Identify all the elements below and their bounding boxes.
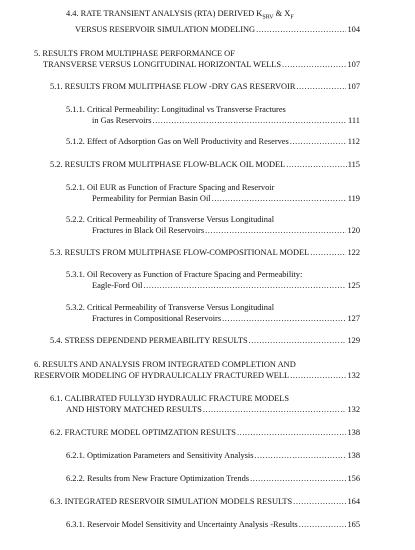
toc-entry-title: 6.2.1. Optimization Parameters and Sensitivity Analysis <box>66 451 254 460</box>
toc-entry-6-2 <box>50 427 360 438</box>
toc-subscript-f: F <box>290 14 294 21</box>
toc-leader-dots <box>249 335 347 346</box>
toc-entry-5-3-2 <box>66 302 360 324</box>
toc-page-number: 132 <box>347 405 360 414</box>
toc-leader-dots <box>296 81 346 92</box>
toc-leader-dots <box>212 193 347 204</box>
toc-leader-dots <box>205 225 346 236</box>
toc-entry-title: 6.3. INTEGRATED RESERVOIR SIMULATION MODELS RESULTS <box>50 497 293 506</box>
toc-leader-dots <box>153 115 348 126</box>
toc-page-number: 120 <box>347 226 360 235</box>
toc-leader-dots <box>203 404 347 415</box>
toc-entry-title-cont: Fractures in Black Oil Reservoirs <box>92 226 205 235</box>
toc-page-number: 156 <box>347 474 360 483</box>
toc-entry-title: 6.3.1. Reservoir Model Sensitivity and Uncertainty Analysis -Results <box>66 520 298 529</box>
toc-page-number: 129 <box>347 336 360 345</box>
toc-entry-5-1-2 <box>66 136 360 147</box>
toc-page-number: 107 <box>347 82 360 91</box>
toc-entry-title: 6. RESULTS AND ANALYSIS FROM INTEGRATED COMPLETION AND <box>34 360 296 369</box>
toc-entry-title: 5.2. RESULTS FROM MULITPHASE FLOW-BLACK OIL MODEL <box>50 160 286 169</box>
toc-page-number: 164 <box>347 497 360 506</box>
toc-entry-title: 5.2.2. Critical Permeability of Transverse Versus Longitudinal <box>66 215 275 224</box>
toc-entry-title-cont: RESERVOIR MODELING OF HYDRAULICALLY FRACTURED WELL <box>34 371 290 380</box>
toc-leader-dots <box>299 519 347 530</box>
toc-entry-title: 6.1. CALIBRATED FULLY3D HYDRAULIC FRACTURE MODELS <box>50 394 290 403</box>
toc-leader-dots <box>250 473 346 484</box>
toc-leader-dots <box>237 427 346 438</box>
toc-leader-dots <box>310 247 346 258</box>
toc-entry-5 <box>34 48 360 70</box>
toc-page-number: 115 <box>347 160 360 169</box>
toc-page-number: 112 <box>347 137 360 146</box>
toc-entry-title: 6.2.2. Results from New Fracture Optimization Trends <box>66 474 250 483</box>
toc-page-number: 127 <box>347 314 360 323</box>
toc-page-number: 138 <box>347 451 360 460</box>
toc-entry-title-cont: Eagle-Ford Oil <box>92 281 143 290</box>
toc-entry-5-1 <box>50 81 360 92</box>
toc-page-number: 125 <box>347 281 360 290</box>
toc-entry-title-cont: VERSUS RESERVOIR SIMULATION MODELING <box>75 24 256 34</box>
toc-leader-dots <box>286 159 346 170</box>
toc-entry-title: 5.4. STRESS DEPENDEND PERMEABILITY RESULTS <box>50 336 248 345</box>
toc-entry-6-3-1 <box>66 519 360 530</box>
toc-leader-dots <box>256 24 346 35</box>
toc-page-number: 138 <box>347 428 360 437</box>
toc-entry-title-cont: Permeability for Permian Basin Oil <box>92 194 211 203</box>
toc-entry-title: 6.2. FRACTURE MODEL OPTIMZATION RESULTS <box>50 428 236 437</box>
toc-entry-title-cont: TRANSVERSE VERSUS LONGITUDINAL HORIZONTAL WELLS <box>43 60 282 69</box>
toc-page-number: 132 <box>347 371 360 380</box>
toc-leader-dots <box>254 450 346 461</box>
toc-page-number: 104 <box>347 24 360 34</box>
toc-entry-title: 5.1.1. Critical Permeability: Longitudinal vs Transverse Fractures <box>66 105 286 114</box>
toc-leader-dots <box>293 496 346 507</box>
toc-entry-5-2-2 <box>66 214 360 236</box>
toc-entry-6-3 <box>50 496 360 507</box>
toc-entry-4-4 <box>66 8 360 35</box>
toc-entry-6 <box>34 359 360 381</box>
toc-entry-title-mid: & X <box>273 9 291 18</box>
toc-entry-5-4 <box>50 335 360 346</box>
toc-subscript-srv: SRV <box>262 14 274 21</box>
toc-page-number: 165 <box>347 520 360 529</box>
toc-entry-title: 5.3. RESULTS FROM MULITPHASE FLOW-COMPOSITIONAL MODEL <box>50 248 310 257</box>
toc-entry-5-2 <box>50 159 360 170</box>
toc-page-number: 122 <box>347 248 360 257</box>
toc-entry-5-3-1 <box>66 269 360 291</box>
toc-entry-title: 5.1.2. Effect of Adsorption Gas on Well Productivity and Reserves <box>66 137 289 146</box>
toc-entry-5-3 <box>50 247 360 258</box>
toc-entry-5-1-1 <box>66 104 360 126</box>
toc-entry-title: 5.3.1. Oil Recovery as Function of Fracture Spacing and Permeability: <box>66 270 303 279</box>
toc-entry-title-cont: in Gas Reservoirs <box>92 116 152 125</box>
toc-entry-title: 4.4. RATE TRANSIENT ANALYSIS (RTA) DERIVED K <box>66 9 263 18</box>
toc-entry-title-cont: Fractures in Compositional Reservoirs <box>92 314 222 323</box>
toc-entry-6-2-1 <box>66 450 360 461</box>
toc-leader-dots <box>282 59 346 70</box>
toc-entry-6-2-2 <box>66 473 360 484</box>
toc-leader-dots <box>290 136 347 147</box>
toc-entry-title: 5.3.2. Critical Permeability of Transverse Versus Longitudinal <box>66 303 275 312</box>
toc-leader-dots <box>290 370 346 381</box>
toc-entry-title: 5.1. RESULTS FROM MULITPHASE FLOW -DRY GAS RESERVOIR <box>50 82 296 91</box>
toc-entry-title: 5. RESULTS FROM MULTIPHASE PERFORMANCE OF <box>34 49 235 58</box>
toc-entry-title-cont: AND HISTORY MATCHED RESULTS <box>66 405 202 414</box>
toc-entry-5-2-1 <box>66 182 360 204</box>
toc-entry-title: 5.2.1. Oil EUR as Function of Fracture Spacing and Reservoir <box>66 183 275 192</box>
toc-leader-dots <box>222 313 346 324</box>
toc-page-number: 107 <box>347 60 360 69</box>
toc-page-number: 111 <box>348 116 360 125</box>
toc-page-number: 119 <box>347 194 360 203</box>
toc-leader-dots <box>143 280 346 291</box>
toc-entry-6-1 <box>50 393 360 415</box>
